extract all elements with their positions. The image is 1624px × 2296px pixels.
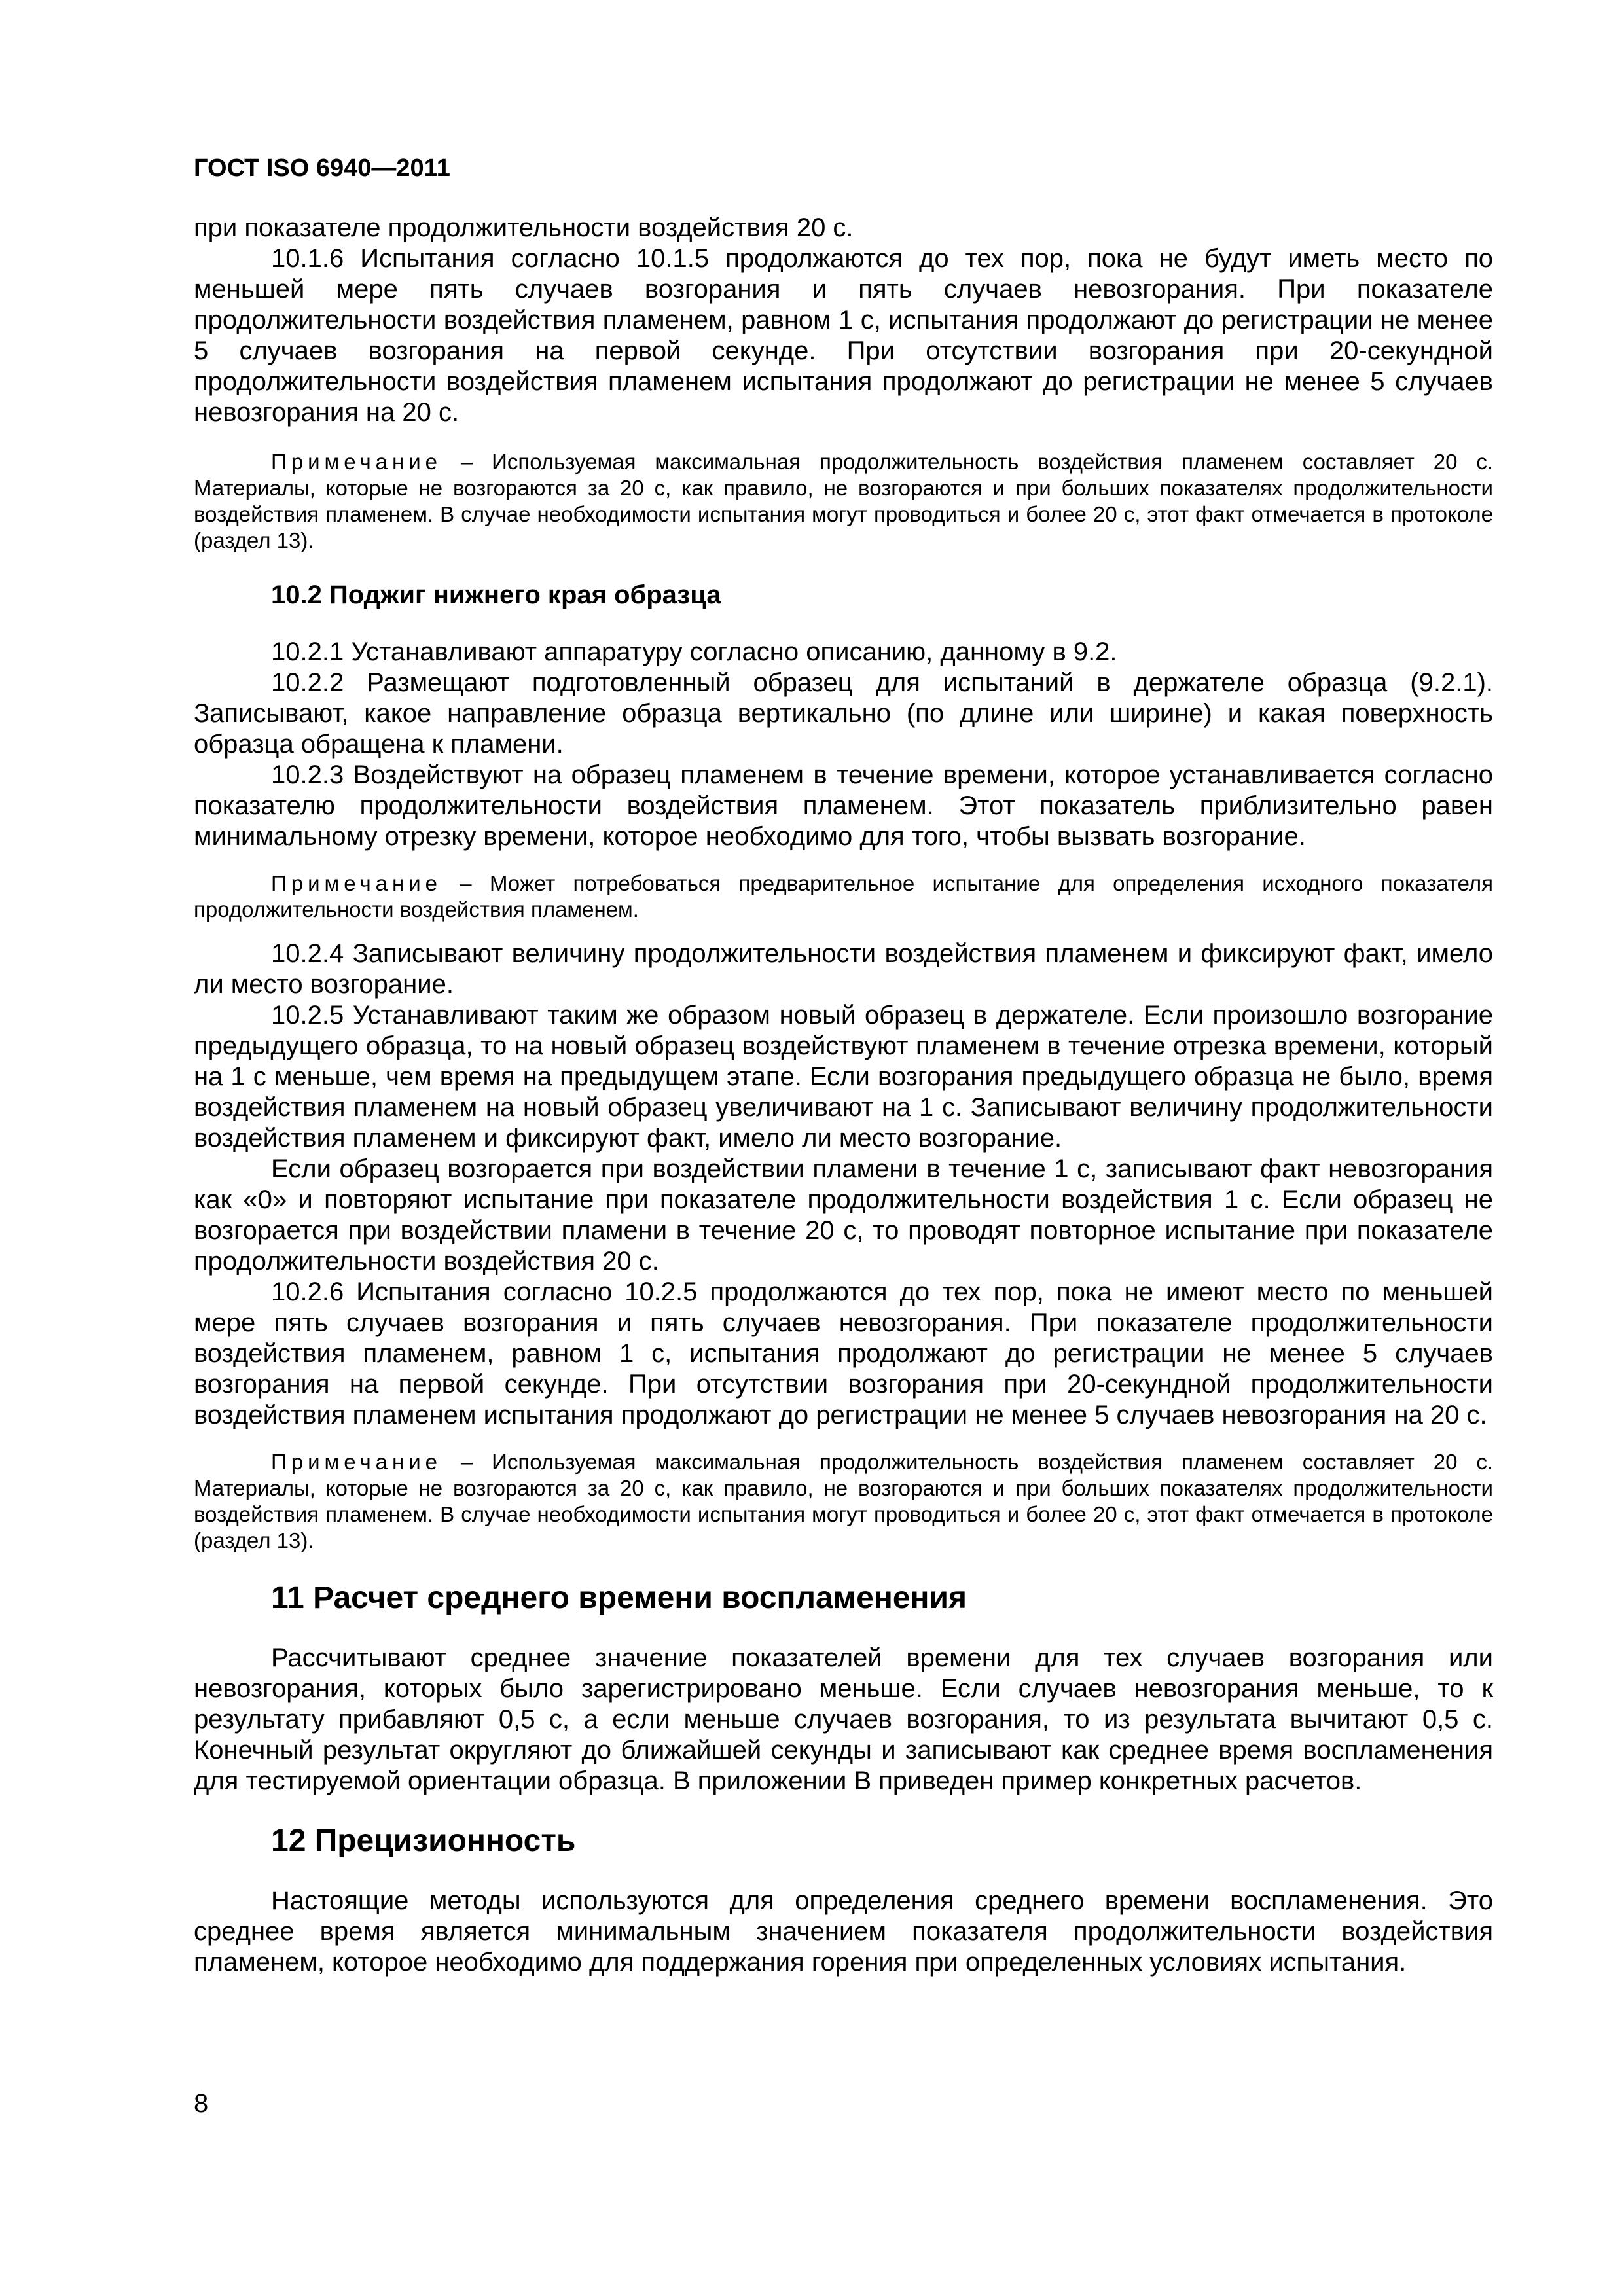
paragraph-10-2-3: 10.2.3 Воздействуют на образец пламенем в течение времени, которое устанавливается согласно показателю продолжительности воздействия пламенем. Этот показатель приблизительно равен минимальному отрезку времени, которое необходимо для того, чтобы вызвать возгорание. [194, 761, 1493, 851]
paragraph-10-2-5: 10.2.5 Устанавливают таким же образом новый образец в держателе. Если произошло возгорание предыдущего образца, то на новый образец воздействуют пламенем в течение отрезка времени, который на 1 с меньше, чем время на предыдущем этапе. Если возгорания предыдущего образца не было, время воздействия пламенем на новый образец увеличивают на 1 с. Записывают величину продолжительности воздействия пламенем и фиксируют факт, имело ли место возгорание. [194, 1001, 1493, 1153]
paragraph-10-2-2: 10.2.2 Размещают подготовленный образец для испытаний в держателе образца (9.2.1). Записывают, какое направление образца вертикально (по длине или ширине) и какая поверхность образца обращена к пламени. [194, 668, 1493, 759]
note-3 [194, 1449, 1493, 1554]
note-label: Примечание [271, 871, 442, 895]
section-heading-11: 11 Расчет среднего времени воспламенения [271, 1581, 967, 1615]
document-header: ГОСТ ISO 6940—2011 [194, 154, 450, 182]
section-heading-12: 12 Прецизионность [271, 1823, 576, 1858]
note-1 [194, 449, 1493, 554]
section-heading-10-2: 10.2 Поджиг нижнего края образца [271, 581, 721, 609]
page-body [194, 213, 1493, 1978]
paragraph-10-2-4: 10.2.4 Записывают величину продолжительности воздействия пламенем и фиксируют факт, имело ли место возгорание. [194, 939, 1493, 999]
note-label: Примечание [271, 1450, 442, 1474]
paragraph-10-2-6: 10.2.6 Испытания согласно 10.2.5 продолжаются до тех пор, пока не имеют место по меньшей мере пять случаев возгорания и пять случаев невозгорания. При показателе продолжительности воздействия пламенем, равном 1 с, испытания продолжают до регистрации не менее 5 случаев возгорания на первой секунде. При отсутствии возгорания при 20-секундной продолжительности воздействия пламенем испытания продолжают до регистрации не менее 5 случаев невозгорания на 20 с. [194, 1278, 1493, 1429]
note-text: – Используемая максимальная продолжительность воздействия пламенем составляет 20 с. Материалы, которые не возгораются за 20 с, как правило, не возгораются и при больших показателях продолжительности воздействия пламенем. В случае необходимости испытания могут проводиться и более 20 с, этот факт отмечается в протоколе (раздел 13). [194, 1450, 1493, 1552]
page-number: 8 [194, 2089, 209, 2118]
paragraph-10-2-5-continued: Если образец возгорается при воздействии пламени в течение 1 с, записывают факт невозгорания как «0» и повторяют испытание при показателе продолжительности воздействия 1 с. Если образец не возгорается при воздействии пламени в течение 20 с, то проводят повторное испытание при показателе продолжительности воздействия 20 с. [194, 1155, 1493, 1276]
paragraph-10-1-6: 10.1.6 Испытания согласно 10.1.5 продолжаются до тех пор, пока не будут иметь место по меньшей мере пять случаев возгорания и пять случаев невозгорания. При показателе продолжительности воздействия пламенем, равном 1 с, испытания продолжают до регистрации не менее 5 случаев возгорания на первой секунде. При отсутствии возгорания при 20-секундной продолжительности воздействия пламенем испытания продолжают до регистрации не менее 5 случаев невозгорания на 20 с. [194, 244, 1493, 427]
paragraph-11: Рассчитывают среднее значение показателей времени для тех случаев возгорания или невозгорания, которых было зарегистрировано меньше. Если случаев невозгорания меньше, то к результату прибавляют 0,5 с, а если меньше случаев возгорания, то из результата вычитают 0,5 с. Конечный результат округляют до ближайшей секунды и записывают как среднее время воспламенения для тестируемой ориентации образца. В приложении В приведен пример конкретных расчетов. [194, 1643, 1493, 1795]
note-label: Примечание [271, 450, 442, 474]
paragraph-10-2-1: 10.2.1 Устанавливают аппаратуру согласно описанию, данному в 9.2. [271, 637, 1117, 666]
note-2 [194, 870, 1493, 923]
paragraph-continuation: при показателе продолжительности воздействия 20 с. [194, 213, 854, 242]
note-text: – Может потребоваться предварительное испытание для определения исходного показателя продолжительности воздействия пламенем. [194, 871, 1493, 922]
note-text: – Используемая максимальная продолжительность воздействия пламенем составляет 20 с. Материалы, которые не возгораются за 20 с, как правило, не возгораются и при больших показателях продолжительности воздействия пламенем. В случае необходимости испытания могут проводиться и более 20 с, этот факт отмечается в протоколе (раздел 13). [194, 450, 1493, 552]
paragraph-12: Настоящие методы используются для определения среднего времени воспламенения. Это среднее время является минимальным значением показателя продолжительности воздействия пламенем, которое необходимо для поддержания горения при определенных условиях испытания. [194, 1886, 1493, 1977]
